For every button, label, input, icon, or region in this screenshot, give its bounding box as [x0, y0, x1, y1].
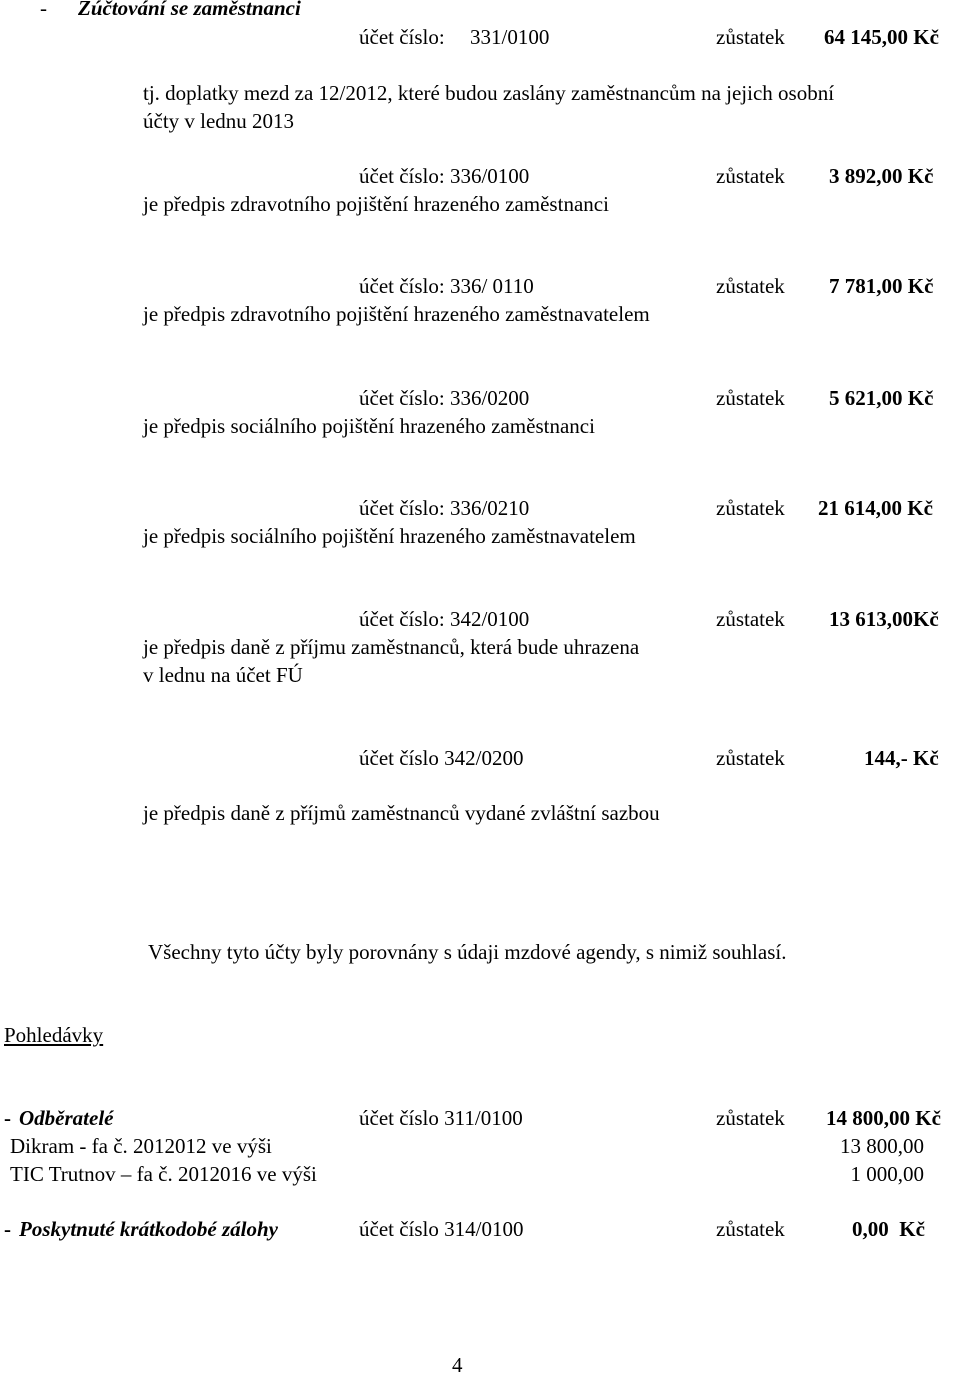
account-number: účet číslo: 336/0210 — [359, 496, 530, 520]
customers-heading: Odběratelé — [19, 1106, 114, 1130]
balance-label: zůstatek — [716, 1217, 785, 1241]
summary-statement: Všechny tyto účty byly porovnány s údaji mzdové agendy, s nimiž souhlasí. — [148, 940, 787, 964]
account-number: účet číslo: 336/ 0110 — [359, 274, 534, 298]
balance-value: 144,- Kč — [864, 746, 939, 770]
balance-label: zůstatek — [716, 274, 785, 298]
account-label: účet číslo: — [359, 25, 445, 49]
receivables-heading: Pohledávky — [4, 1023, 104, 1047]
entry-description: je předpis zdravotního pojištění hrazeného zaměstnavatelem — [143, 302, 650, 326]
account-number: účet číslo: 342/0100 — [359, 607, 530, 631]
balance-value: 5 621,00 Kč — [829, 386, 934, 410]
entry-description: je předpis sociálního pojištění hrazeného zaměstnavatelem — [143, 524, 636, 548]
section-dash: - — [40, 0, 47, 20]
balance-label: zůstatek — [716, 386, 785, 410]
invoice-label: Dikram - fa č. 2012012 ve výši — [10, 1134, 272, 1158]
balance-value: 7 781,00 Kč — [829, 274, 934, 298]
entry-description: je předpis daně z příjmu zaměstnanců, která bude uhrazena — [143, 635, 640, 659]
invoice-amount: 1 000,00 — [850, 1162, 924, 1186]
entry-description: je předpis zdravotního pojištění hrazeného zaměstnanci — [143, 192, 609, 216]
balance-value: 3 892,00 Kč — [829, 164, 934, 188]
balance-label: zůstatek — [716, 1106, 785, 1130]
balance-label: zůstatek — [716, 496, 785, 520]
account-number: účet číslo 311/0100 — [359, 1106, 523, 1130]
entry-description: v lednu na účet FÚ — [143, 663, 303, 687]
description-line: účty v lednu 2013 — [143, 109, 295, 133]
description-line: tj. doplatky mezd za 12/2012, které budou zaslány zaměstnancům na jejich osobní — [143, 81, 835, 105]
section-dash: - — [4, 1217, 11, 1241]
section-heading: Zúčtování se zaměstnanci — [78, 0, 301, 20]
invoice-label: TIC Trutnov – fa č. 2012016 ve výši — [10, 1162, 317, 1186]
entry-description: je předpis daně z příjmů zaměstnanců vydané zvláštní sazbou — [143, 801, 660, 825]
account-number: 331/0100 — [470, 25, 550, 49]
balance-value: 64 145,00 Kč — [824, 25, 939, 49]
balance-value: 13 613,00Kč — [829, 607, 939, 631]
account-number: účet číslo: 336/0200 — [359, 386, 530, 410]
balance-value: 14 800,00 Kč — [826, 1106, 941, 1130]
balance-label: zůstatek — [716, 164, 785, 188]
balance-label: zůstatek — [716, 25, 785, 49]
invoice-amount: 13 800,00 — [840, 1134, 924, 1158]
balance-label: zůstatek — [716, 607, 785, 631]
balance-value: 0,00 Kč — [852, 1217, 925, 1241]
page-number: 4 — [452, 1353, 463, 1377]
account-number: účet číslo 342/0200 — [359, 746, 524, 770]
account-number: účet číslo 314/0100 — [359, 1217, 524, 1241]
balance-value: 21 614,00 Kč — [818, 496, 933, 520]
account-number: účet číslo: 336/0100 — [359, 164, 530, 188]
balance-label: zůstatek — [716, 746, 785, 770]
advances-heading: Poskytnuté krátkodobé zálohy — [19, 1217, 279, 1241]
entry-description: je předpis sociálního pojištění hrazeného zaměstnanci — [143, 414, 595, 438]
section-dash: - — [4, 1106, 11, 1130]
